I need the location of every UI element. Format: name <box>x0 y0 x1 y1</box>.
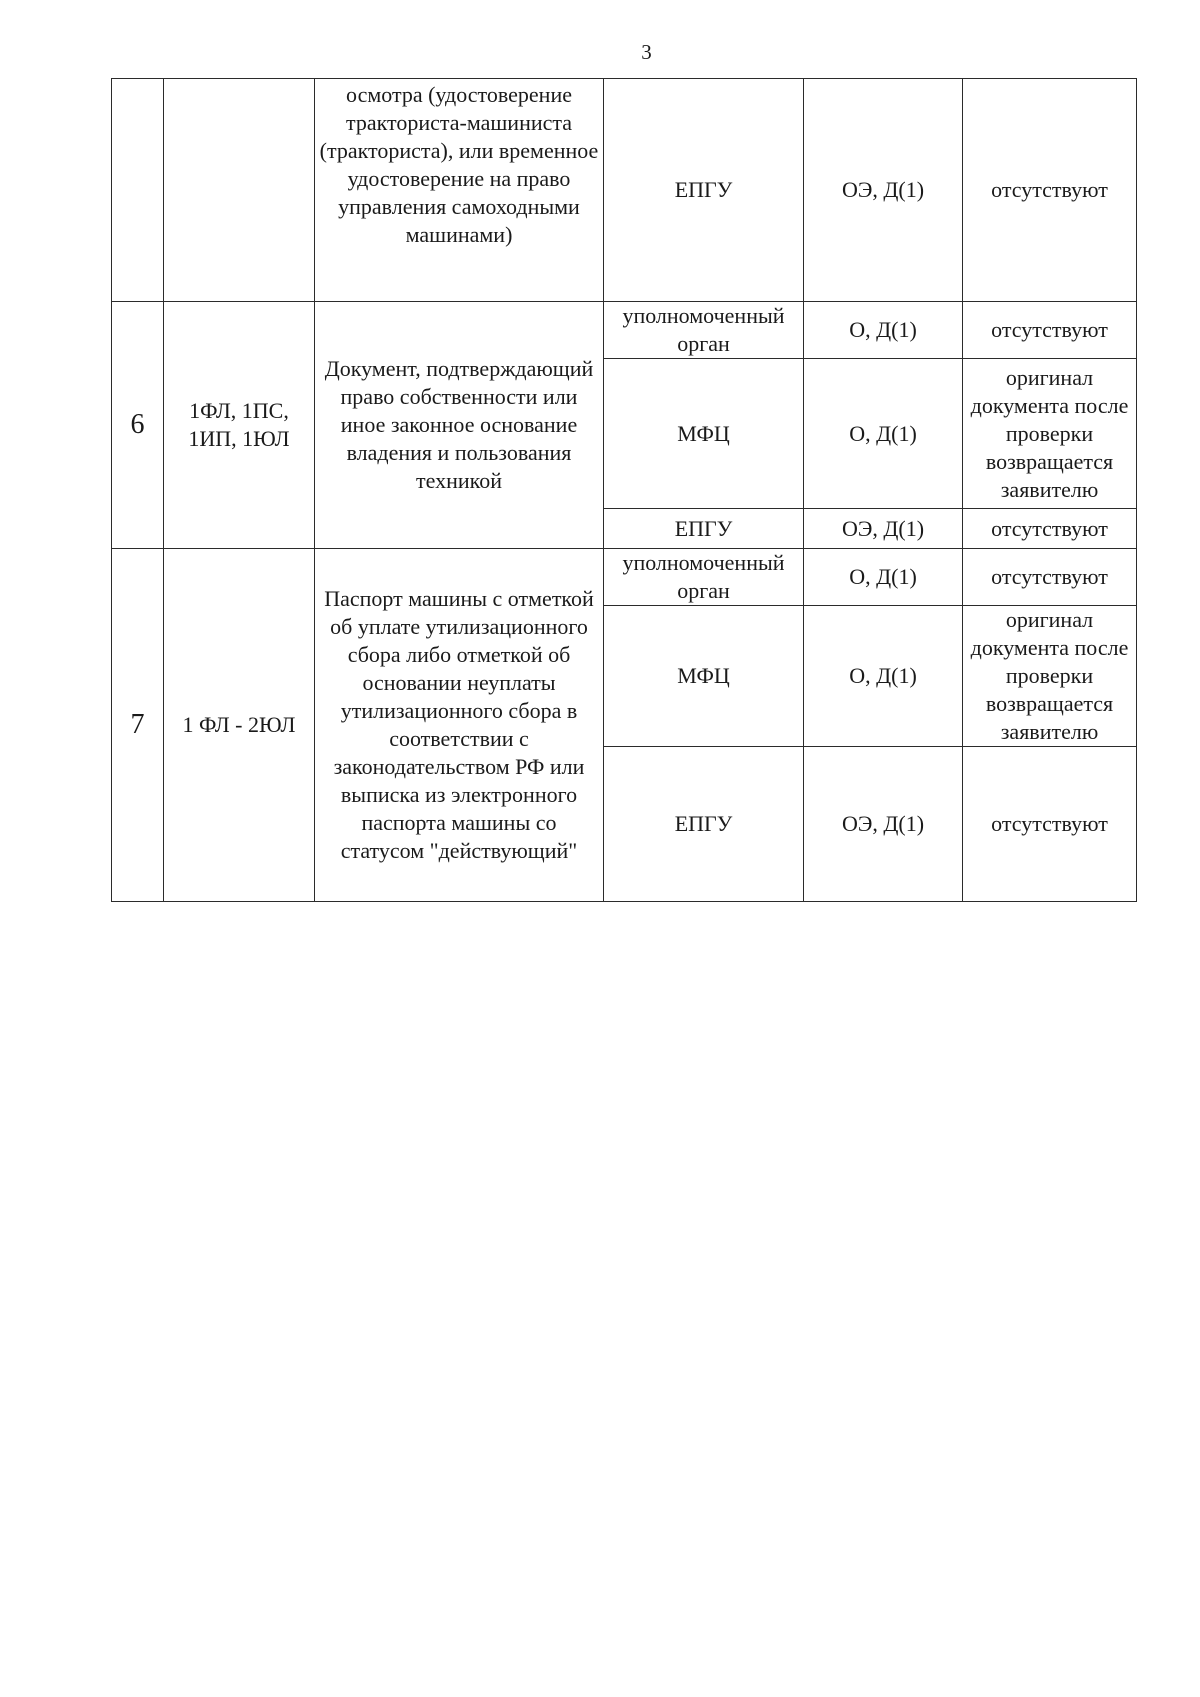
table-row <box>112 302 1137 359</box>
applicant-category: 1 ФЛ - 2ЮЛ <box>164 549 315 902</box>
return-condition: отсутствуют <box>963 747 1137 902</box>
documents-table <box>111 78 1137 902</box>
applicant-category <box>164 79 315 302</box>
row-number: 7 <box>112 549 164 902</box>
return-condition: оригинал документа после проверки возвращается заявителю <box>963 359 1137 509</box>
table-row <box>112 549 1137 606</box>
submission-channel: уполномоченный орган <box>604 302 804 359</box>
document-description: Документ, подтверждающий право собственности или иное законное основание владения и пользования техникой <box>315 302 604 549</box>
submission-channel: ЕПГУ <box>604 747 804 902</box>
return-condition: отсутствуют <box>963 509 1137 549</box>
submission-channel: МФЦ <box>604 359 804 509</box>
row-number: 6 <box>112 302 164 549</box>
return-condition: отсутствуют <box>963 549 1137 606</box>
submission-form: О, Д(1) <box>804 359 963 509</box>
submission-channel: уполномоченный орган <box>604 549 804 606</box>
submission-channel: ЕПГУ <box>604 79 804 302</box>
submission-form: ОЭ, Д(1) <box>804 79 963 302</box>
return-condition: оригинал документа после проверки возвращается заявителю <box>963 606 1137 747</box>
return-condition: отсутствуют <box>963 302 1137 359</box>
submission-form: ОЭ, Д(1) <box>804 509 963 549</box>
document-description: Паспорт машины с отметкой об уплате утилизационного сбора либо отметкой об основании неуплаты утилизационного сбора в соответствии с законодательством РФ или выписка из электронного паспорта машины со статусом "действующий" <box>315 549 604 902</box>
submission-channel: МФЦ <box>604 606 804 747</box>
submission-form: ОЭ, Д(1) <box>804 747 963 902</box>
document-description: осмотра (удостоверение тракториста-машиниста (тракториста), или временное удостоверение на право управления самоходными машинами) <box>315 79 604 302</box>
page-number: 3 <box>641 40 652 64</box>
row-number <box>112 79 164 302</box>
table-row <box>112 79 1137 302</box>
submission-form: О, Д(1) <box>804 606 963 747</box>
submission-form: О, Д(1) <box>804 549 963 606</box>
applicant-category: 1ФЛ, 1ПС, 1ИП, 1ЮЛ <box>164 302 315 549</box>
submission-form: О, Д(1) <box>804 302 963 359</box>
submission-channel: ЕПГУ <box>604 509 804 549</box>
return-condition: отсутствуют <box>963 79 1137 302</box>
